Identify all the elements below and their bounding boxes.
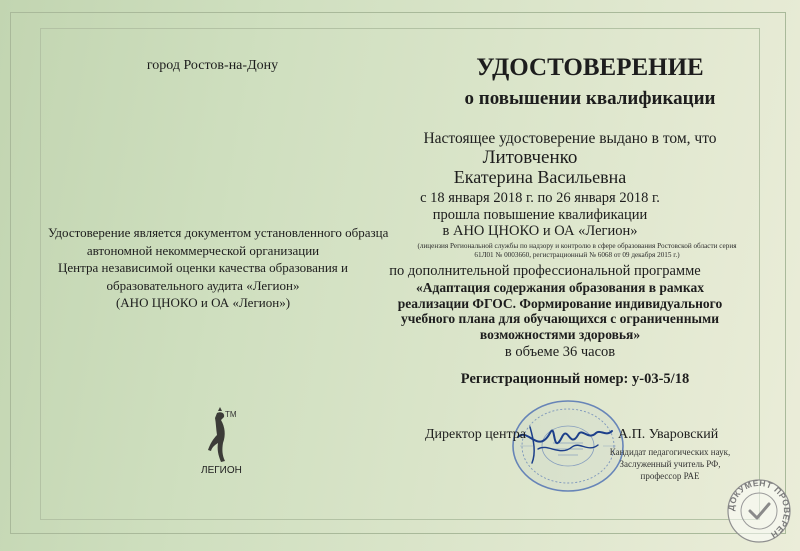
left-description-line: Удостоверение является документом установленного образца: [48, 225, 389, 240]
document-title: УДОСТОВЕРЕНИЕ: [476, 54, 704, 81]
director-title-line: профессор РАЕ: [640, 471, 700, 481]
director-title-line: Заслуженный учитель РФ,: [619, 459, 721, 469]
director-label: Директор центра: [425, 427, 527, 442]
program-title-line: возможностями здоровья»: [479, 326, 641, 342]
director-title-line: Кандидат педагогических наук,: [609, 447, 731, 457]
logo-text: ЛЕГИОН: [201, 465, 242, 476]
director-titles: [590, 446, 750, 482]
legion-logo: [187, 405, 272, 480]
organization-name: в АНО ЦНОКО и ОА «Легион»: [442, 223, 638, 239]
watermark-icon: [726, 478, 792, 544]
program-title: [360, 280, 760, 342]
license-line: 61Л01 № 0003660, регистрационный № 6068 от 09 декабря 2015 г.): [474, 251, 680, 259]
left-description-line: образовательного аудита «Легион»: [106, 277, 300, 293]
issued-text: Настоящее удостоверение выдано в том, что: [423, 130, 717, 147]
left-description-line: автономной некоммерческой организации: [86, 242, 320, 258]
horse-icon: [208, 407, 225, 462]
program-title-line: «Адаптация содержания образования в рамках: [416, 280, 704, 295]
director-name: А.П. Уваровский: [618, 427, 719, 442]
license-info: [367, 242, 787, 260]
program-title-line: учебного плана для обучающихся с ограниченными: [400, 311, 719, 326]
watermark-text: ДОКУМЕНТ ПРОВЕРЕН: [726, 478, 792, 541]
document-subtitle: о повышении квалификации: [464, 88, 716, 109]
trademark-label: TM: [225, 410, 237, 419]
recipient-surname: Литовченко: [482, 147, 578, 168]
left-description-line: (АНО ЦНОКО и ОА «Легион»): [115, 295, 291, 310]
program-hours: в объеме 36 часов: [504, 344, 616, 360]
qualification-text: прошла повышение квалификации: [432, 207, 648, 223]
training-period: с 18 января 2018 г. по 26 января 2018 г.: [420, 190, 660, 206]
left-description-line: Центра независимой оценки качества образования и: [58, 260, 348, 275]
registration-number: Регистрационный номер: у-03-5/18: [460, 371, 690, 387]
license-line: (лицензия Региональной службы по надзору и контролю в сфере образования Ростовской области серия: [417, 242, 737, 250]
program-title-line: реализации ФГОС. Формирование индивидуального: [397, 295, 723, 311]
program-intro: по дополнительной профессиональной программе: [389, 263, 701, 279]
left-description: [48, 224, 389, 312]
recipient-given-names: Екатерина Васильевна: [453, 167, 627, 187]
city-label: город Ростов-на-Дону: [146, 58, 279, 73]
